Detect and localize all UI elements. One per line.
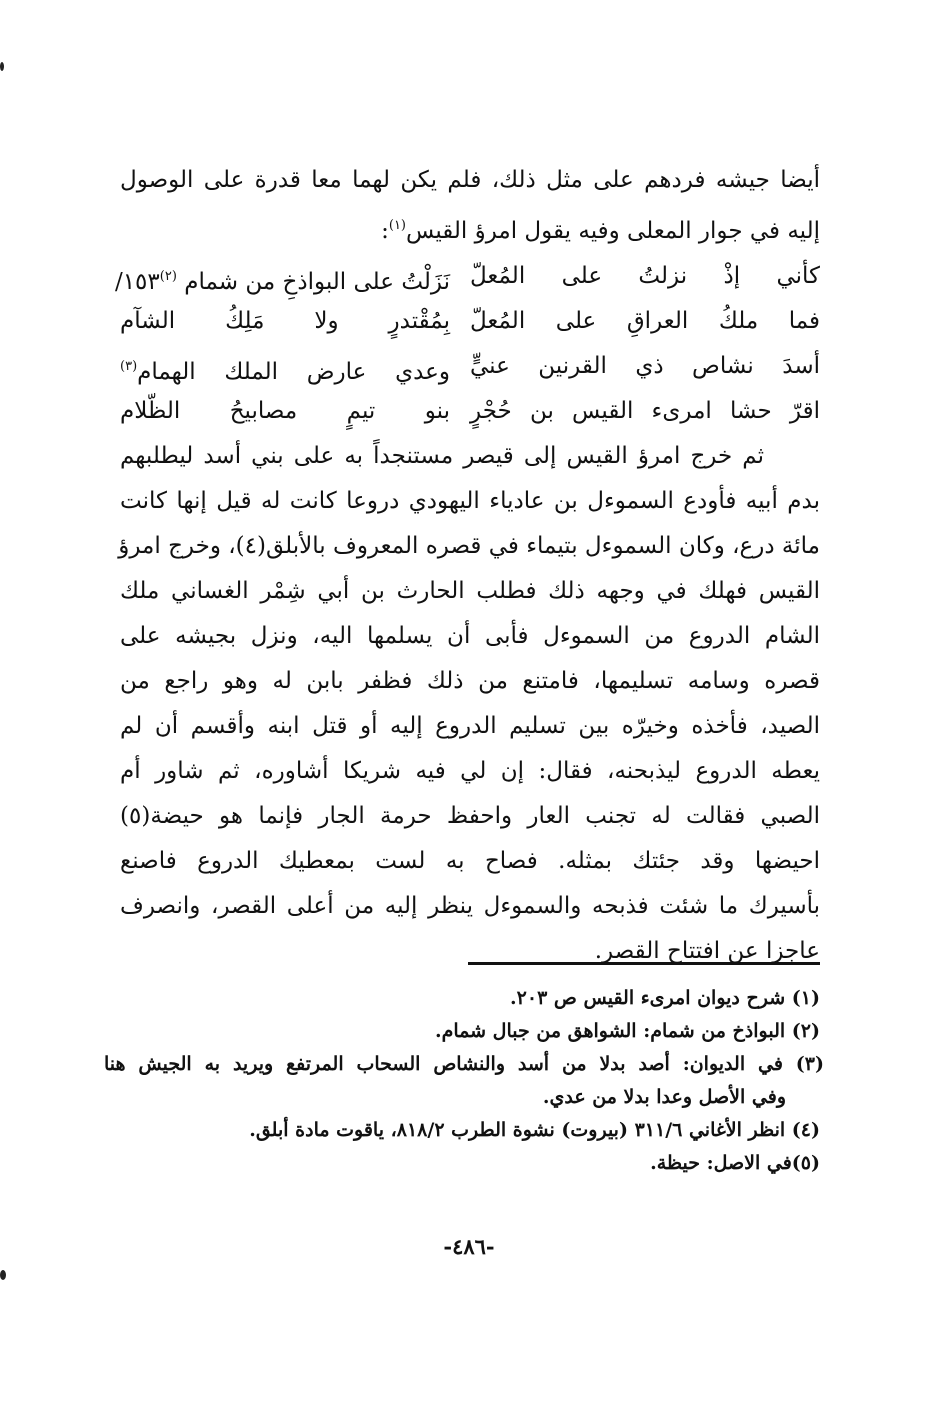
first-hemistich: اقرّ حشا امرىء القيس بن حُجْرٍ	[470, 398, 820, 424]
scan-speck	[0, 1270, 6, 1280]
first-hemistich: أسدَ نشاص ذي القرنين عنيٍّ	[470, 353, 820, 379]
text-line: مائة درع، وكان السموءل بتيماء في قصره المعروف بالأبلق(٤)، وخرج امرؤ	[118, 533, 820, 559]
text-line: الشام الدروع من السموءل فأبى أن يسلمها اليه، ونزل بجيشه على	[120, 623, 820, 649]
footnote: (٢) البواذخ من شمام: الشواهق من جبال شمام.	[434, 1020, 820, 1042]
second-hemistich	[120, 344, 450, 389]
first-hemistich: كأني إذْ نزلتُ على المُعلّ	[470, 263, 820, 289]
hemistich-text: وعدي عارض الملك الهمام	[137, 359, 450, 385]
text-line: الصيد، فأخذه وخيرّه بين تسليم الدروع إليه أو قتل ابنه وأقسم أن لم	[120, 713, 820, 739]
verse	[120, 344, 820, 389]
footnotes	[104, 982, 824, 1180]
text-line: بأسيرك ما شئت فذبحه والسموءل ينظر إليه من أعلى القصر، وانصرف	[120, 893, 820, 919]
text-line: قصره وسامه تسليمها، فامتنع من ذلك فظفر بابن له وهو راجع من	[120, 668, 820, 694]
text-line: الصبي فقالت له تجنب العار واحفظ حرمة الجار فإنما هو حيضة(٥)	[120, 803, 820, 829]
text-line: ثم خرج امرؤ القيس إلى قيصر مستنجداً به على بني أسد ليطلبهم	[120, 443, 764, 469]
hemistich-text: نَزَلْتُ على البواذخِ من شمام	[184, 269, 450, 295]
footnote-separator	[468, 962, 820, 965]
verse	[114, 254, 820, 299]
footnote: (٣) في الديوان: أصد بدلا من أسد والنشاص السحاب المرتفع ويريد به الجيش هنا	[104, 1053, 824, 1075]
second-hemistich: بنو تيمٍ مصابيحُ الظّلام	[120, 398, 450, 424]
text-line: بدم أبيه فأودع السموءل بن عادياء اليهودي دروعا كانت له قيل إنها كانت	[120, 488, 820, 514]
second-hemistich: بِمُقْتدرٍ ولا مَلِكُ الشآم	[120, 308, 450, 334]
page-reference: ١٥٣/	[114, 269, 160, 295]
footnote: (١) شرح ديوان امرىء القيس ص ٢٠٣.	[510, 987, 820, 1009]
verse	[120, 389, 820, 434]
text-line: عاجزا عن افتتاح القصر.	[594, 938, 820, 964]
text-line	[120, 203, 820, 254]
footnote-marker: (٣)	[120, 359, 138, 374]
footnote: (٤) انظر الأغاني ٣١١/٦ (بيروت) نشوة الطرب ٨١٨/٢، ياقوت مادة أبلق.	[249, 1119, 820, 1141]
footnote-continuation: وفي الأصل وعدا بدلا من عدي.	[542, 1086, 786, 1108]
text-line: أيضا جيشه فردهم على مثل ذلك، فلم يكن لهما معا قدرة على الوصول	[120, 167, 820, 193]
poem	[114, 254, 820, 434]
text-line: القيس فهلك في وجهه ذلك فطلب الحارث بن أبي شِمْر الغساني ملك	[120, 578, 820, 604]
text-line: يعطه الدروع ليذبحنه، فقال: إن لي فيه شريكا أشاوره، ثم شاور أم	[120, 758, 820, 784]
text-segment: إليه في جوار المعلى وفيه يقول امرؤ القيس	[406, 218, 820, 244]
footnote-marker: (١)	[388, 218, 406, 233]
footnote: (٥)في الاصل: حيظة.	[650, 1152, 820, 1174]
first-hemistich: فما ملكُ العراقِ على المُعلّ	[470, 308, 820, 334]
footnote-marker: (٢)	[159, 269, 177, 284]
second-hemistich	[114, 254, 450, 299]
colon: :	[381, 218, 389, 244]
scan-speck	[0, 62, 4, 71]
main-text	[114, 158, 820, 974]
page-number: -٤٨٦-	[443, 1234, 495, 1259]
text-line: احيضها وقد جئتك بمثله. فصاح به لست بمعطيك الدروع فاصنع	[120, 848, 820, 874]
verse	[120, 299, 820, 344]
